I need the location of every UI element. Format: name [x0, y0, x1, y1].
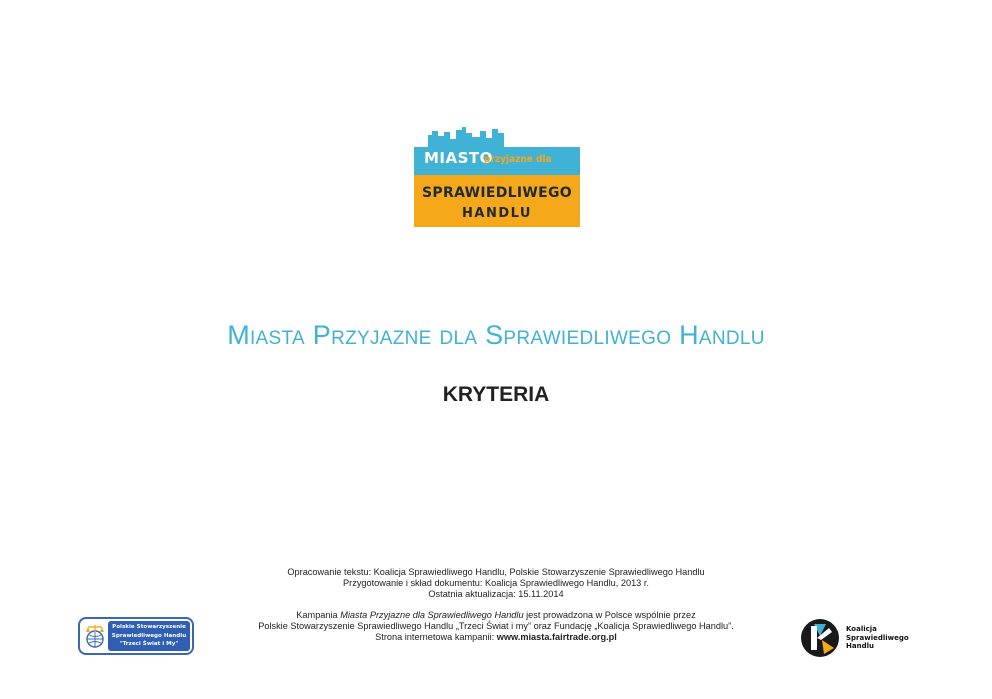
campaign-website-link[interactable]: www.miasta.fairtrade.org.pl: [496, 632, 617, 642]
pssh-logo: [78, 617, 194, 655]
pssh-name-line2: Sprawiedliwego Handlu: [111, 632, 187, 639]
koalicja-name: [846, 625, 909, 651]
credits-campaign-name: Miasta Przyjazne dla Sprawiedliwego Handlu: [340, 610, 524, 620]
koalicja-mark-icon: [800, 618, 840, 658]
koalicja-name-line3: Handlu: [846, 642, 874, 650]
credits-website-prefix: Strona internetowa kampanii:: [375, 632, 497, 642]
credits-layout: Przygotowanie i skład dokumentu: Koalicja Sprawiedliwego Handlu, 2013 r.: [343, 578, 649, 588]
credits-campaign-suffix: jest prowadzona w Polsce wspólnie przez: [523, 610, 696, 620]
pssh-name-box: [108, 621, 190, 651]
document-subtitle: KRYTERIA: [442, 383, 550, 406]
credits-last-update: Ostatnia aktualizacja: 15.11.2014: [428, 589, 564, 599]
credits-organizations: Polskie Stowarzyszenie Sprawiedliwego Handlu „Trzeci Świat i my” oraz Fundację „Koalicja Sprawiedliwego Handlu”.: [258, 621, 734, 631]
pssh-name-line1: Polskie Stowarzyszenie: [112, 624, 186, 630]
pssh-name-line3: "Trzeci Świat i My": [119, 641, 179, 648]
koalicja-logo: [800, 616, 920, 660]
credits-campaign-prefix: Kampania: [296, 610, 341, 620]
logo-word-sprawiedliwego: SPRAWIEDLIWEGO: [422, 185, 572, 201]
koalicja-name-line2: Sprawiedliwego: [846, 633, 909, 642]
campaign-logo: [414, 127, 580, 227]
koalicja-name-line1: Koalicja: [846, 625, 877, 633]
credits-text-authors: Opracowanie tekstu: Koalicja Sprawiedliwego Handlu, Polskie Stowarzyszenie Sprawiedliwego Handlu: [287, 567, 705, 577]
pssh-name: [108, 623, 190, 649]
logo-word-przyjazne: przyjazne dla: [484, 154, 552, 165]
logo-word-miasto: MIASTO: [424, 149, 493, 167]
document-title: Miasta Przyjazne dla Sprawiedliwego Handlu: [227, 320, 765, 350]
scales-globe-icon: [84, 623, 106, 649]
logo-word-handlu: HANDLU: [462, 206, 532, 221]
